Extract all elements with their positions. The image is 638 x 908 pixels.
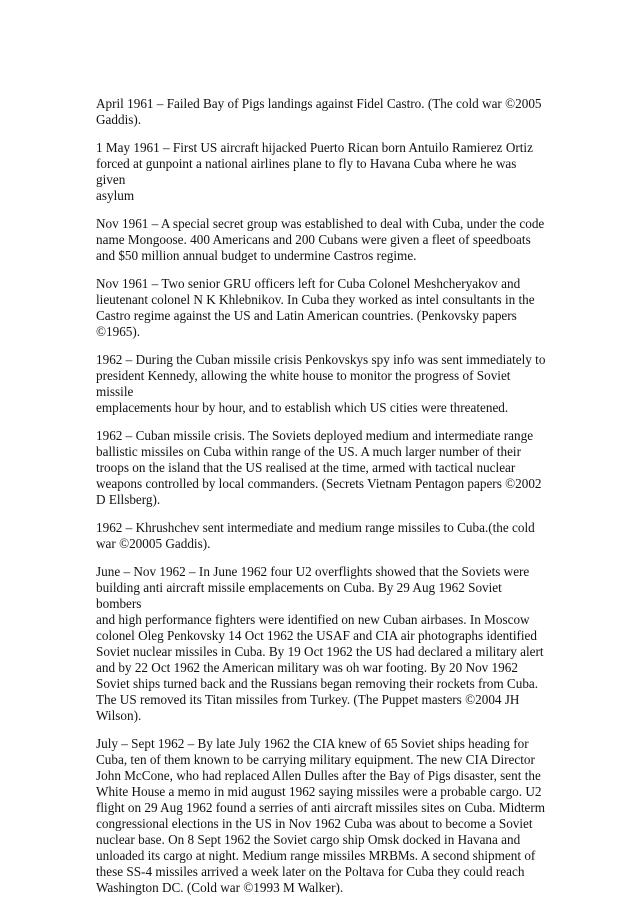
- document-page: [96, 96, 548, 908]
- paragraph-nov-1961-gru-officers: Nov 1961 – Two senior GRU officers left for Cuba Colonel Meshcheryakov and lieutenant colonel N K Khlebnikov. In Cuba they worked as intel consultants in the Castro regime against the US and Latin American countries. (Penkovsky papers ©1965).: [96, 276, 535, 339]
- paragraph-jul-sep-1962: July – Sept 1962 – By late July 1962 the CIA knew of 65 Soviet ships heading for Cuba, ten of them known to be carrying military equipment. The new CIA Director John McCone, who had replaced Allen Dulles after the Bay of Pigs disaster, sent the White House a memo in mid august 1962 saying missiles were a probable cargo. U2 flight on 29 Aug 1962 found a serries of anti aircraft missiles sites on Cuba. Midterm congressional elections in the US in Nov 1962 Cuba was about to become a Soviet nuclear base. On 8 Sept 1962 the Soviet cargo ship Omsk docked in Havana and unloaded its cargo at night. Medium range missiles MRBMs. A second shipment of these SS-4 missiles arrived a week later on the Poltava for Cuba they could reach Washington DC. (Cold war ©1993 M Walker).: [96, 736, 546, 895]
- paragraph-1962-missile-crisis: 1962 – Cuban missile crisis. The Soviets deployed medium and intermediate range ballistic missiles on Cuba within range of the US. A much larger number of their troops on the island that the US realised at the time, armed with tactical nuclear weapons controlled by local commanders. (Secrets Vietnam Pentagon papers ©2002 D Ellsberg).: [96, 428, 542, 507]
- paragraph-may-1961-hijack: 1 May 1961 – First US aircraft hijacked Puerto Rican born Antuilo Ramierez Ortiz forced at gunpoint a national airlines plane to fly to Havana Cuba where he was given asylum: [96, 140, 533, 203]
- paragraph-jun-nov-1962: June – Nov 1962 – In June 1962 four U2 overflights showed that the Soviets were building anti aircraft missile emplacements on Cuba. By 29 Aug 1962 Soviet bombers and high performance fighters were identified on new Cuban airbases. In Moscow colonel Oleg Penkovsky 14 Oct 1962 the USAF and CIA air photographs identified Soviet nuclear missiles in Cuba. By 19 Oct 1962 the US had declared a military alert and by 22 Oct 1962 the American military was oh war footing. By 20 Nov 1962 Soviet ships turned back and the Russians began removing their rockets from Cuba. The US removed its Titan missiles from Turkey. (The Puppet masters ©2004 JH Wilson).: [96, 564, 544, 723]
- paragraph-nov-1961-mongoose: Nov 1961 – A special secret group was established to deal with Cuba, under the code name Mongoose. 400 Americans and 200 Cubans were given a fleet of speedboats and $50 million annual budget to undermine Castros regime.: [96, 216, 545, 263]
- paragraph-1962-penkovsky-info: 1962 – During the Cuban missile crisis Penkovskys spy info was sent immediately to president Kennedy, allowing the white house to monitor the progress of Soviet missile emplacements hour by hour, and to establish which US cities were threatened.: [96, 352, 546, 415]
- paragraph-1962-khrushchev: 1962 – Khrushchev sent intermediate and medium range missiles to Cuba.(the cold war ©20005 Gaddis).: [96, 520, 535, 551]
- paragraph-apr-1961-bay-of-pigs: April 1961 – Failed Bay of Pigs landings against Fidel Castro. (The cold war ©2005 Gaddis).: [96, 96, 542, 127]
